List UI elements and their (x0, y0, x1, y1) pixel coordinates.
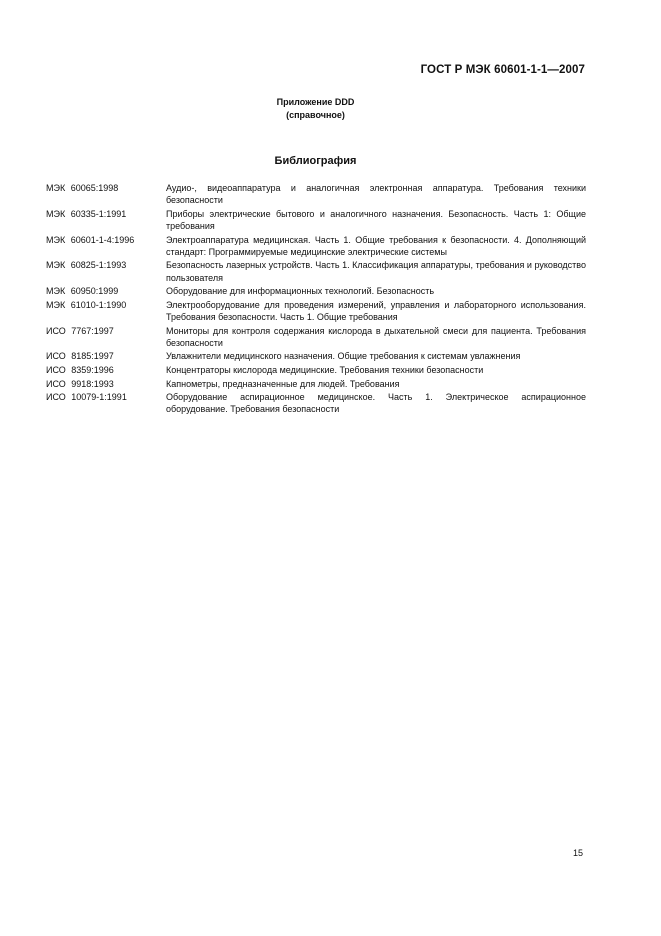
entry-reference: МЭК 61010-1:1990 (46, 299, 127, 310)
bibliography-entry (46, 234, 586, 258)
entry-reference: ИСО 9918:1993 (46, 378, 114, 389)
page-number: 15 (572, 848, 583, 858)
bibliography-entry (46, 182, 586, 206)
bibliography-entry (46, 259, 586, 283)
annex-title: Приложение DDD (276, 97, 355, 107)
entry-reference: МЭК 60825-1:1993 (46, 260, 127, 271)
document-header: ГОСТ Р МЭК 60601-1-1—2007 (420, 64, 585, 76)
bibliography-list (46, 182, 586, 417)
entry-description: Оборудование для информационных технологий. Безопасность (166, 286, 435, 297)
entry-description: Оборудование аспирационное медицинское. Часть 1. Электрическое аспирационное оборудование. Требования безопасности (166, 392, 586, 415)
bibliography-entry (46, 364, 586, 376)
bibliography-entry (46, 285, 586, 297)
bibliography-entry (46, 350, 586, 362)
bibliography-entry (46, 208, 586, 232)
entry-reference: ИСО 10079-1:1991 (46, 392, 127, 403)
annex-subtitle: (справочное) (286, 110, 345, 120)
entry-reference: МЭК 60601-1-4:1996 (46, 234, 135, 245)
bibliography-entry (46, 378, 586, 390)
entry-reference: МЭК 60950:1999 (46, 286, 119, 297)
annex-heading (0, 96, 661, 122)
entry-description: Увлажнители медицинского назначения. Общие требования к системам увлажнения (166, 351, 521, 362)
bibliography-entry (46, 391, 586, 415)
bibliography-title: Библиография (274, 155, 357, 167)
entry-description: Мониторы для контроля содержания кислорода в дыхательной смеси для пациента. Требования безопасности (166, 325, 586, 348)
entry-reference: МЭК 60335-1:1991 (46, 208, 127, 219)
entry-reference: ИСО 8359:1996 (46, 364, 114, 375)
entry-description: Электроаппаратура медицинская. Часть 1. Общие требования к безопасности. 4. Дополняющий стандарт: Программируемые медицинские электрические системы (166, 234, 586, 257)
entry-reference: ИСО 7767:1997 (46, 325, 114, 336)
entry-description: Приборы электрические бытового и аналогичного назначения. Безопасность. Часть 1: Общие требования (166, 208, 586, 231)
entry-description: Аудио-, видеоаппаратура и аналогичная электронная аппаратура. Требования техники безопасности (166, 183, 586, 206)
entry-reference: МЭК 60065:1998 (46, 183, 119, 193)
entry-description: Концентраторы кислорода медицинские. Требования техники безопасности (166, 364, 484, 375)
entry-description: Электрооборудование для проведения измерений, управления и лабораторного использования. Требования безопасности. Часть 1. Общие требования (166, 299, 586, 322)
entry-description: Капнометры, предназначенные для людей. Требования (166, 378, 400, 389)
bibliography-entry (46, 325, 586, 349)
entry-description: Безопасность лазерных устройств. Часть 1. Классификация аппаратуры, требования и руководство пользователя (166, 260, 586, 283)
bibliography-entry (46, 299, 586, 323)
entry-reference: ИСО 8185:1997 (46, 351, 114, 362)
bibliography-title-wrap (0, 155, 661, 167)
